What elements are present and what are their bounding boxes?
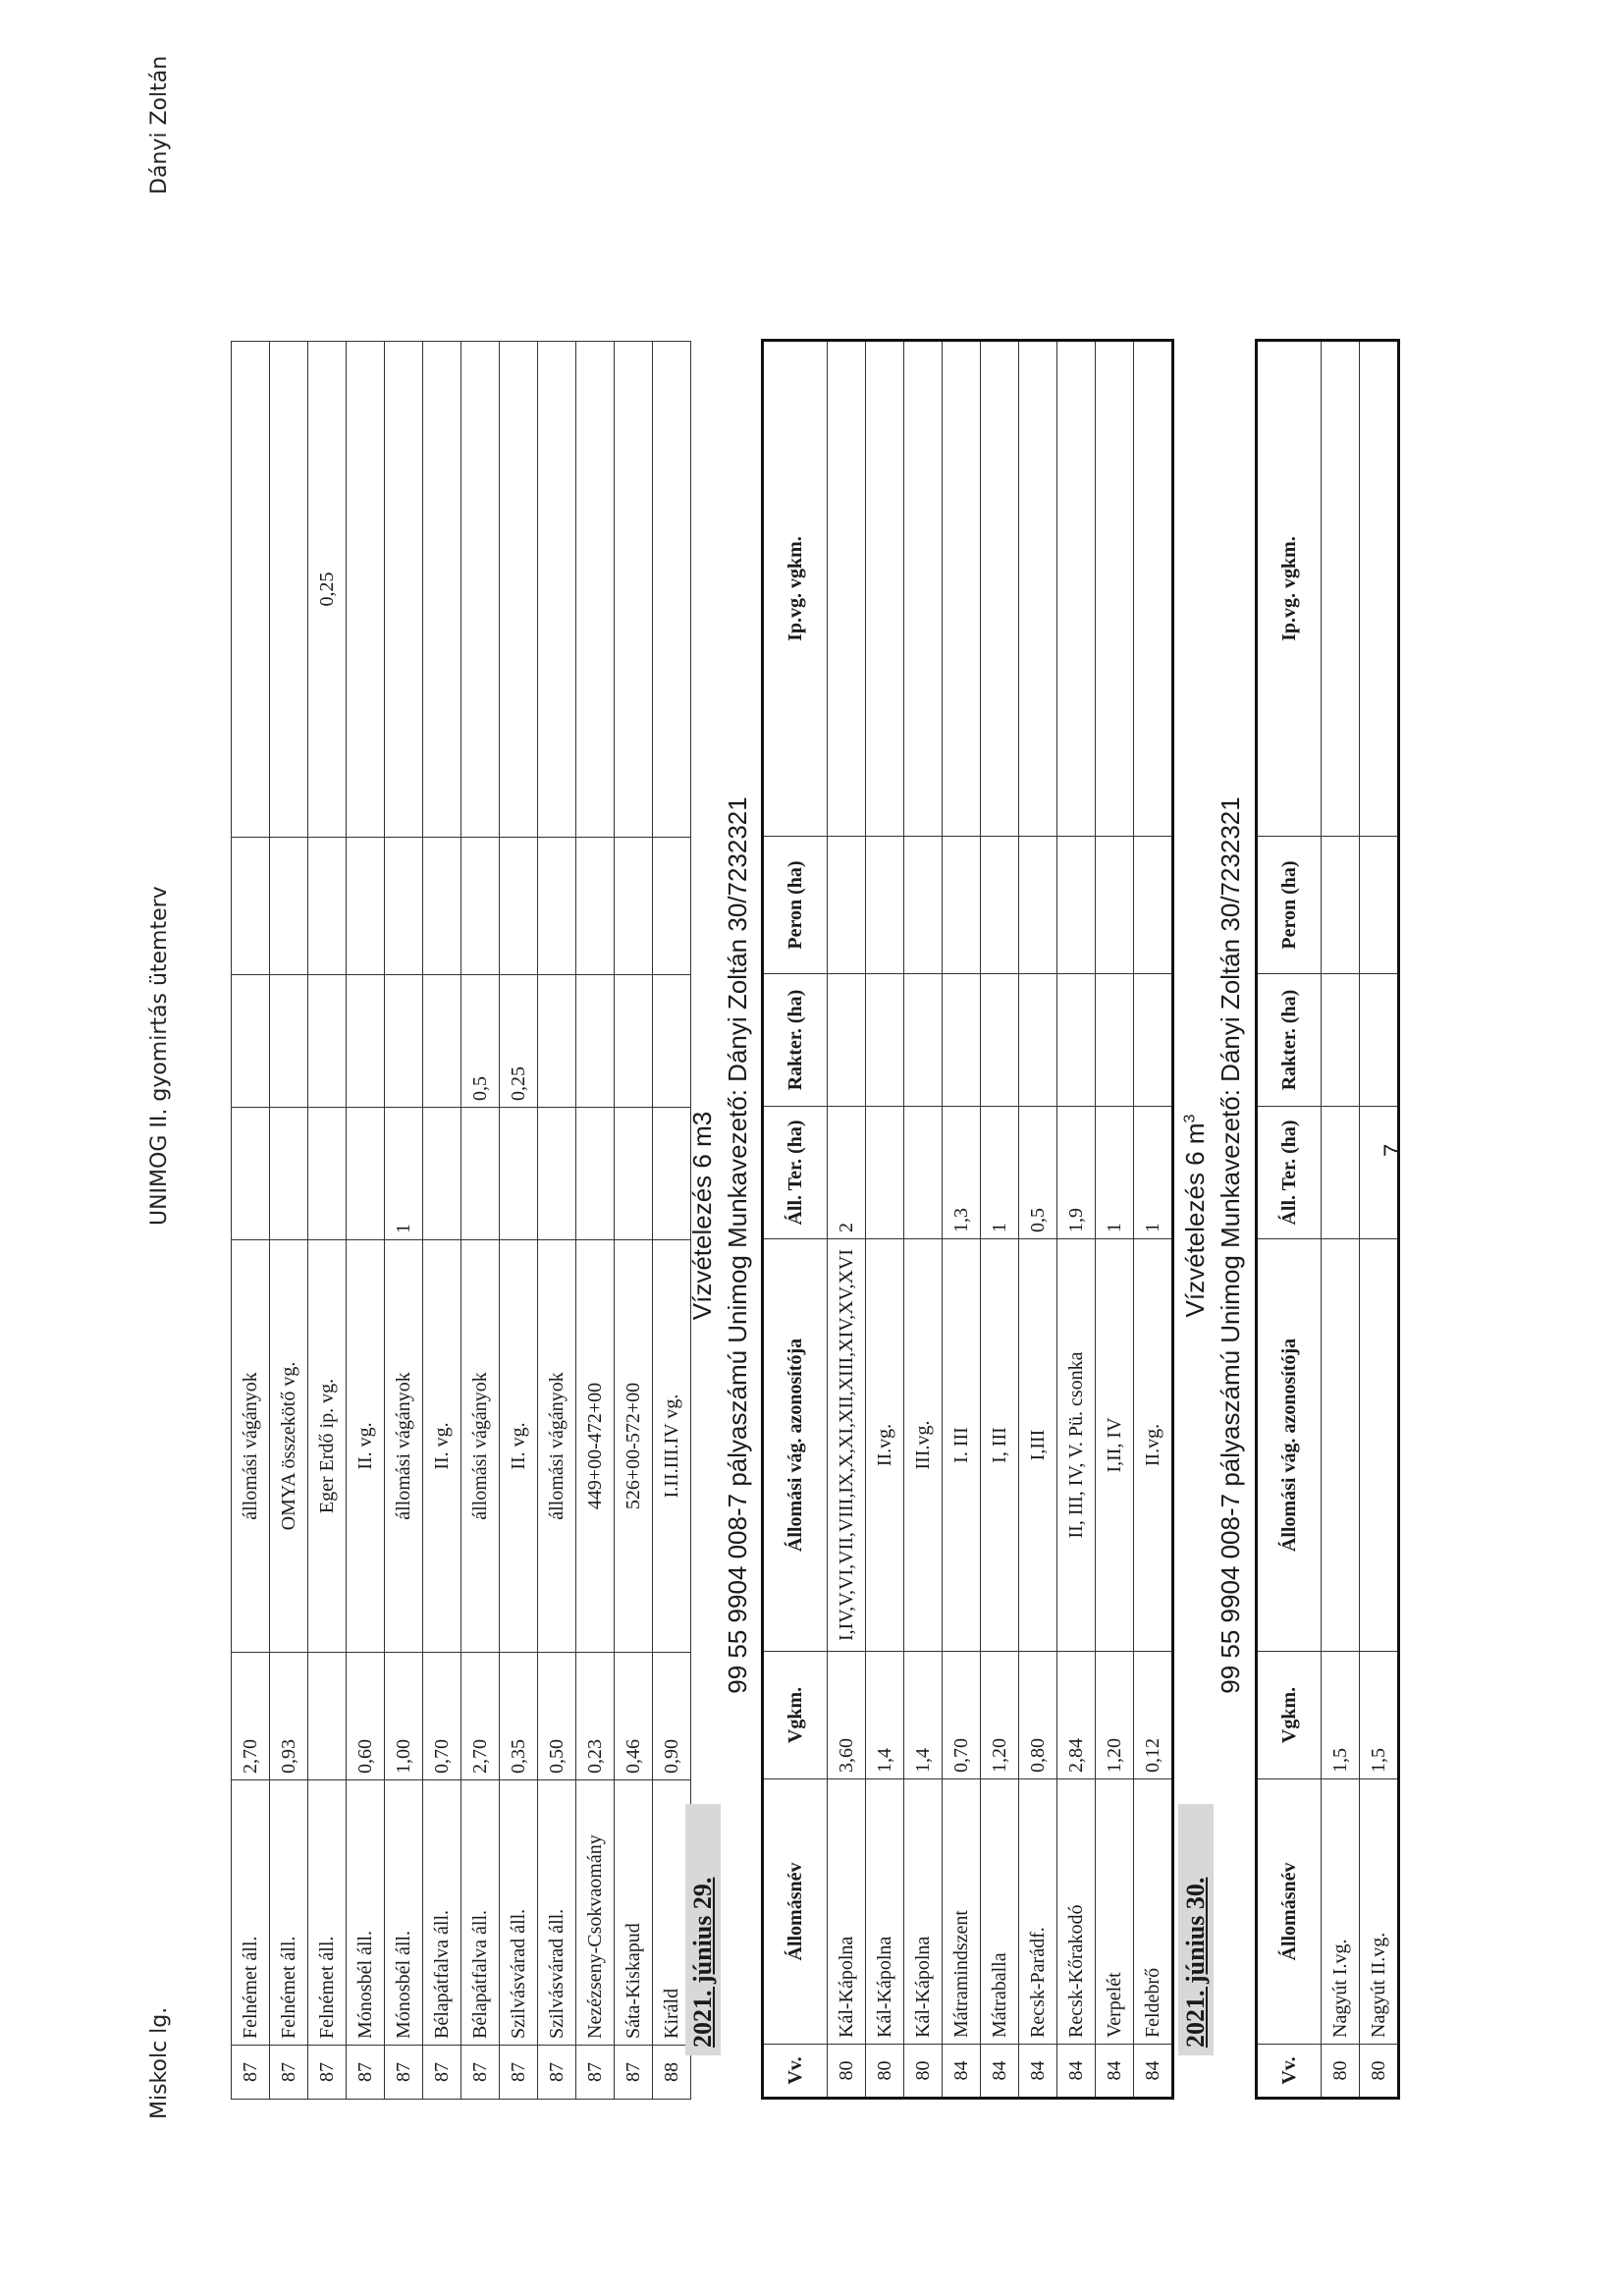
cell-km: 0,35 [500, 1653, 538, 1780]
cell-vv: 80 [904, 2045, 943, 2099]
column-header: Ip.vg. vgkm. [763, 341, 828, 837]
cell-vv: 80 [866, 2045, 904, 2099]
cell-per [1019, 837, 1057, 974]
column-header: Peron (ha) [1257, 837, 1322, 974]
cell-vv: 87 [500, 2046, 538, 2100]
cell-vv: 87 [538, 2046, 576, 2100]
cell-rak: 0,25 [500, 975, 538, 1108]
column-header: Vgkm. [1257, 1652, 1322, 1779]
table-row [538, 342, 576, 2100]
cell-ter [423, 1108, 461, 1240]
cell-rak [1057, 974, 1096, 1107]
block2-header-row [763, 341, 828, 2099]
table-row [1134, 341, 1173, 2099]
cell-id: I. III [943, 1239, 981, 1652]
cell-ter: 1 [1096, 1107, 1134, 1239]
cell-ip [232, 342, 270, 838]
table-row [615, 342, 653, 2100]
cell-ter [1322, 1107, 1360, 1239]
cell-rak [615, 975, 653, 1108]
cell-per [232, 838, 270, 975]
cell-ip [385, 342, 423, 838]
cell-vv: 84 [1019, 2045, 1057, 2099]
cell-name: Nagyút II.vg. [1360, 1779, 1399, 2045]
block2-water: Vízvételezés 6 m3 [687, 1111, 717, 1321]
cell-rak [385, 975, 423, 1108]
cell-rak [943, 974, 981, 1107]
cell-ter [615, 1108, 653, 1240]
cell-rak [423, 975, 461, 1108]
cell-ter: 0,5 [1019, 1107, 1057, 1239]
cell-name: Mátraballa [981, 1779, 1019, 2045]
cell-ter [461, 1108, 500, 1240]
cell-name: Kál-Kápolna [828, 1779, 866, 2045]
cell-id: I.II.III.IV vg. [653, 1240, 691, 1653]
cell-ter [1360, 1107, 1399, 1239]
table-row [1057, 341, 1096, 2099]
block1-table [231, 341, 691, 2100]
cell-per [1096, 837, 1134, 974]
cell-id: II.vg. [866, 1239, 904, 1652]
cell-rak [1322, 974, 1360, 1107]
table-row [828, 341, 866, 2099]
cell-name: Mátramindszent [943, 1779, 981, 2045]
column-header: Peron (ha) [763, 837, 828, 974]
cell-per [500, 838, 538, 975]
cell-per [1057, 837, 1096, 974]
cell-vv: 84 [981, 2045, 1019, 2099]
header-right: Dányi Zoltán [147, 55, 172, 194]
cell-ter [232, 1108, 270, 1240]
cell-per [653, 838, 691, 975]
block3-date: 2021. június 30. [1178, 1804, 1214, 2055]
cell-per [423, 838, 461, 975]
cell-ip [981, 341, 1019, 837]
cell-km: 2,84 [1057, 1652, 1096, 1779]
cell-km: 0,70 [943, 1652, 981, 1779]
cell-name: Bélapátfalva áll. [423, 1780, 461, 2046]
cell-per [576, 838, 615, 975]
cell-ter [904, 1107, 943, 1239]
block1-body [232, 342, 691, 2100]
header-left: Miskolc lg. [147, 2006, 172, 2119]
cell-km: 0,60 [347, 1653, 385, 1780]
cell-km: 0,90 [653, 1653, 691, 1780]
table-row [461, 342, 500, 2100]
cell-ip [1096, 341, 1134, 837]
cell-ter: 1 [385, 1108, 423, 1240]
block3-table [1255, 339, 1400, 2100]
cell-rak [904, 974, 943, 1107]
cell-km: 1,20 [981, 1652, 1019, 1779]
cell-name: Felnémet áll. [308, 1780, 347, 2046]
table-row [576, 342, 615, 2100]
cell-per [866, 837, 904, 974]
cell-km: 1,5 [1360, 1652, 1399, 1779]
cell-ip [943, 341, 981, 837]
cell-name: Kál-Kápolna [904, 1779, 943, 2045]
cell-vv: 84 [943, 2045, 981, 2099]
column-header: Állomási vág. azonosítója [763, 1239, 828, 1652]
cell-km: 0,23 [576, 1653, 615, 1780]
block2-date: 2021. június 29. [685, 1804, 721, 2055]
cell-ip [500, 342, 538, 838]
cell-vv: 87 [270, 2046, 308, 2100]
column-header: Vv. [763, 2045, 828, 2099]
table-row [1360, 341, 1399, 2099]
cell-id [1360, 1239, 1399, 1652]
cell-id: állomási vágányok [232, 1240, 270, 1653]
table-row [1322, 341, 1360, 2099]
cell-ter: 1,9 [1057, 1107, 1096, 1239]
cell-km: 1,00 [385, 1653, 423, 1780]
column-header: Rakter. (ha) [763, 974, 828, 1107]
cell-name: Mónosbél áll. [347, 1780, 385, 2046]
cell-km: 2,70 [461, 1653, 500, 1780]
cell-rak [653, 975, 691, 1108]
block3-header-row [1257, 341, 1322, 2099]
cell-name: Szilvásvárad áll. [500, 1780, 538, 2046]
cell-per [538, 838, 576, 975]
cell-km: 1,5 [1322, 1652, 1360, 1779]
cell-ip [576, 342, 615, 838]
cell-id: OMYA összekötő vg. [270, 1240, 308, 1653]
cell-km: 0,46 [615, 1653, 653, 1780]
cell-vv: 80 [828, 2045, 866, 2099]
table-row [981, 341, 1019, 2099]
cell-vv: 84 [1096, 2045, 1134, 2099]
cell-ip [866, 341, 904, 837]
cell-vv: 84 [1134, 2045, 1173, 2099]
cell-km [308, 1653, 347, 1780]
table-row [347, 342, 385, 2100]
table-row [385, 342, 423, 2100]
cell-rak [1096, 974, 1134, 1107]
cell-ter [653, 1108, 691, 1240]
cell-id: I,III [1019, 1239, 1057, 1652]
cell-km: 0,50 [538, 1653, 576, 1780]
cell-km: 3,60 [828, 1652, 866, 1779]
cell-id: II. vg. [347, 1240, 385, 1653]
cell-ip [1360, 341, 1399, 837]
cell-ter [866, 1107, 904, 1239]
cell-rak [828, 974, 866, 1107]
table-row [500, 342, 538, 2100]
table-row [1019, 341, 1057, 2099]
cell-id: 526+00-572+00 [615, 1240, 653, 1653]
cell-rak [1134, 974, 1173, 1107]
cell-id: II.vg. [1134, 1239, 1173, 1652]
table-row [308, 342, 347, 2100]
cell-ip [538, 342, 576, 838]
cell-per [828, 837, 866, 974]
cell-name: Recsk-Parádf. [1019, 1779, 1057, 2045]
column-header: Állomási vág. azonosítója [1257, 1239, 1322, 1652]
cell-id: II, III, IV, V. Pü. csonka [1057, 1239, 1096, 1652]
cell-per [385, 838, 423, 975]
cell-km: 0,70 [423, 1653, 461, 1780]
cell-id: III.vg. [904, 1239, 943, 1652]
column-header: Állomásnév [763, 1779, 828, 2045]
cell-per [347, 838, 385, 975]
cell-per [461, 838, 500, 975]
cell-rak [576, 975, 615, 1108]
cell-vv: 88 [653, 2046, 691, 2100]
cell-vv: 87 [615, 2046, 653, 2100]
block3-body [1322, 341, 1399, 2099]
cell-name: Kál-Kápolna [866, 1779, 904, 2045]
cell-vv: 87 [576, 2046, 615, 2100]
cell-vv: 87 [347, 2046, 385, 2100]
cell-km: 0,12 [1134, 1652, 1173, 1779]
block3-water [1180, 1019, 1211, 1412]
cell-ip [1134, 341, 1173, 837]
cell-name: Királd [653, 1780, 691, 2046]
cell-per [1322, 837, 1360, 974]
cell-name: Felnémet áll. [270, 1780, 308, 2046]
cell-per [308, 838, 347, 975]
cell-ip [1322, 341, 1360, 837]
cell-ip [1057, 341, 1096, 837]
cell-id: állomási vágányok [461, 1240, 500, 1653]
cell-rak [1360, 974, 1399, 1107]
cell-ip [828, 341, 866, 837]
cell-name: Verpelét [1096, 1779, 1134, 2045]
cell-id: I, III [981, 1239, 1019, 1652]
cell-km: 0,93 [270, 1653, 308, 1780]
cell-rak [538, 975, 576, 1108]
cell-ter: 1,3 [943, 1107, 981, 1239]
cell-ter [347, 1108, 385, 1240]
block2-table [761, 339, 1174, 2100]
column-header: Áll. Ter. (ha) [763, 1107, 828, 1239]
cell-vv: 87 [232, 2046, 270, 2100]
cell-id: II. vg. [500, 1240, 538, 1653]
cell-per [270, 838, 308, 975]
cell-rak [270, 975, 308, 1108]
cell-id: II. vg. [423, 1240, 461, 1653]
cell-ip [653, 342, 691, 838]
cell-ip [270, 342, 308, 838]
cell-name: Bélapátfalva áll. [461, 1780, 500, 2046]
cell-ter [500, 1108, 538, 1240]
column-header: Ip.vg. vgkm. [1257, 341, 1322, 837]
cell-rak: 0,5 [461, 975, 500, 1108]
cell-id: állomási vágányok [538, 1240, 576, 1653]
cell-name: Felnémet áll. [232, 1780, 270, 2046]
cell-per [1134, 837, 1173, 974]
table-row [232, 342, 270, 2100]
cell-vv: 87 [308, 2046, 347, 2100]
cell-ter [538, 1108, 576, 1240]
cell-ter [270, 1108, 308, 1240]
cell-km: 1,20 [1096, 1652, 1134, 1779]
block2-body [828, 341, 1173, 2099]
cell-vv: 80 [1322, 2045, 1360, 2099]
cell-name: Szilvásvárad áll. [538, 1780, 576, 2046]
table-row [866, 341, 904, 2099]
cell-ip [347, 342, 385, 838]
cell-ip [461, 342, 500, 838]
cell-id [1322, 1239, 1360, 1652]
cell-vv: 87 [461, 2046, 500, 2100]
cell-ter: 1 [981, 1107, 1019, 1239]
cell-name: Recsk-Kőrakodó [1057, 1779, 1096, 2045]
cell-per [943, 837, 981, 974]
header-center: UNIMOG II. gyomirtás ütemterv [147, 886, 172, 1226]
cell-name: Feldebrő [1134, 1779, 1173, 2045]
table-row [904, 341, 943, 2099]
cell-id: 449+00-472+00 [576, 1240, 615, 1653]
cell-ip: 0,25 [308, 342, 347, 838]
block3-vehicle: 99 55 9904 008-7 pályaszámú Unimog Munkavezető: Dányi Zoltán 30/7232321 [1216, 796, 1245, 1694]
cell-rak [232, 975, 270, 1108]
cell-name: Mónosbél áll. [385, 1780, 423, 2046]
cell-name: Nagyút I.vg. [1322, 1779, 1360, 2045]
cell-id: I,IV,V,VI,VII,VIII,IX,X,XI,XII,XIII,XIV,XV,XVI [828, 1239, 866, 1652]
cell-rak [347, 975, 385, 1108]
column-header: Állomásnév [1257, 1779, 1322, 2045]
cell-ter: 2 [828, 1107, 866, 1239]
block3-water-sup: 3 [1181, 1114, 1199, 1123]
cell-ter [576, 1108, 615, 1240]
cell-name: Nezézseny-Csokvaomány [576, 1780, 615, 2046]
column-header: Rakter. (ha) [1257, 974, 1322, 1107]
table-row [423, 342, 461, 2100]
table-row [943, 341, 981, 2099]
cell-rak [866, 974, 904, 1107]
cell-id: állomási vágányok [385, 1240, 423, 1653]
cell-name: Sáta-Kiskapud [615, 1780, 653, 2046]
cell-rak [1019, 974, 1057, 1107]
cell-km: 1,4 [904, 1652, 943, 1779]
cell-vv: 87 [385, 2046, 423, 2100]
cell-rak [308, 975, 347, 1108]
block2-vehicle: 99 55 9904 008-7 pályaszámú Unimog Munkavezető: Dányi Zoltán 30/7232321 [723, 796, 752, 1694]
cell-id: I,II, IV [1096, 1239, 1134, 1652]
cell-ip [904, 341, 943, 837]
column-header: Áll. Ter. (ha) [1257, 1107, 1322, 1239]
cell-per [981, 837, 1019, 974]
column-header: Vv. [1257, 2045, 1322, 2099]
cell-per [615, 838, 653, 975]
cell-ter [308, 1108, 347, 1240]
cell-ip [423, 342, 461, 838]
cell-ip [1019, 341, 1057, 837]
cell-rak [981, 974, 1019, 1107]
block3-water-text: Vízvételezés 6 m [1180, 1122, 1210, 1318]
cell-vv: 87 [423, 2046, 461, 2100]
cell-km: 1,4 [866, 1652, 904, 1779]
cell-vv: 84 [1057, 2045, 1096, 2099]
cell-ip [615, 342, 653, 838]
cell-per [904, 837, 943, 974]
cell-vv: 80 [1360, 2045, 1399, 2099]
table-row [1096, 341, 1134, 2099]
cell-km: 2,70 [232, 1653, 270, 1780]
cell-km: 0,80 [1019, 1652, 1057, 1779]
table-row [270, 342, 308, 2100]
page-number: 7 [1380, 1143, 1406, 1157]
cell-ter: 1 [1134, 1107, 1173, 1239]
column-header: Vgkm. [763, 1652, 828, 1779]
cell-per [1360, 837, 1399, 974]
cell-id: Eger Erdő ip. vg. [308, 1240, 347, 1653]
